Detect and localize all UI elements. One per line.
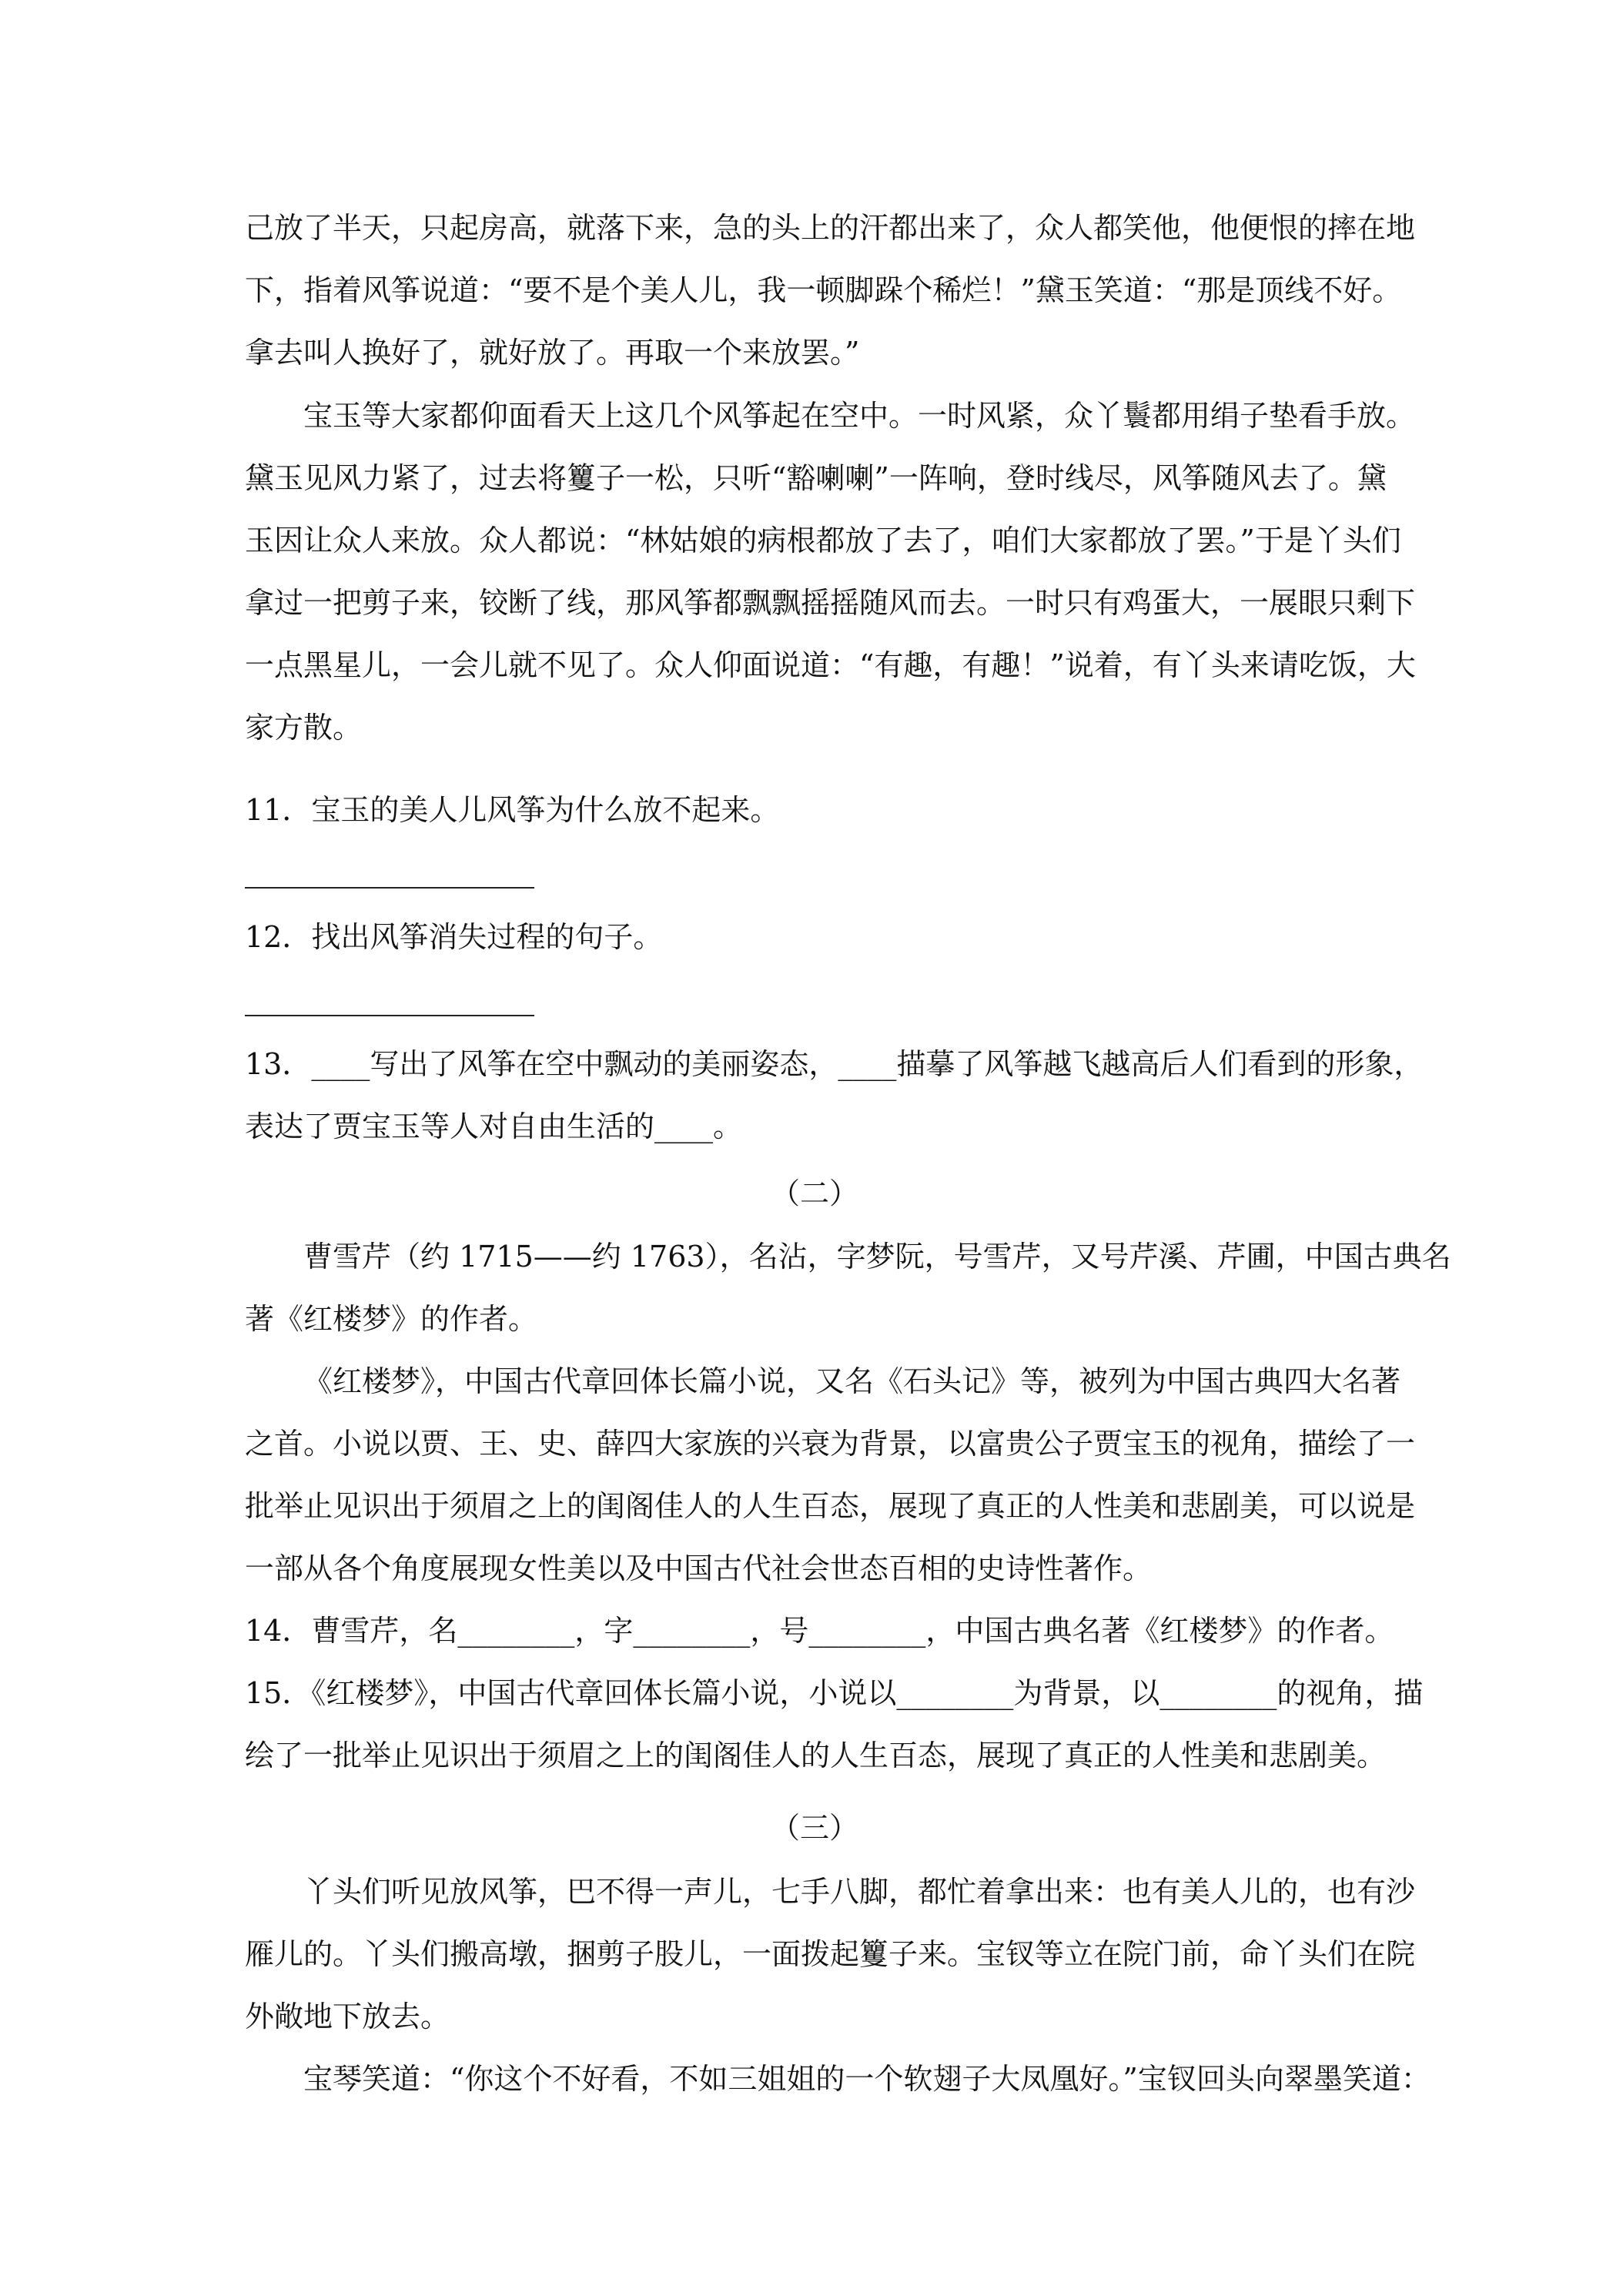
passage-line: 批举止见识出于须眉之上的闺阁佳人的人生百态，展现了真正的人性美和悲剧美，可以说是 xyxy=(245,1489,1416,1523)
passage-line: 一点黑星儿，一会儿就不见了。众人仰面说道：“有趣，有趣！”说着，有丫头来请吃饭，大 xyxy=(245,648,1416,682)
passage-line: 著《红楼梦》的作者。 xyxy=(245,1302,538,1336)
question-12: 12．找出风筝消失过程的句子。 xyxy=(245,920,663,954)
answer-line-q11[interactable] xyxy=(245,887,534,889)
passage-line: 黛玉见风力紧了，过去将籰子一松，只听“豁喇喇”一阵响，登时线尽，风筝随风去了。黛 xyxy=(245,461,1387,495)
section-heading-two: （二） xyxy=(770,1176,858,1210)
passage-line: 下，指着风筝说道：“要不是个美人儿，我一顿脚跺个稀烂！”黛玉笑道：“那是顶线不好。 xyxy=(245,273,1402,307)
passage-line: 丫头们听见放风筝，巴不得一声儿，七手八脚，都忙着拿出来：也有美人儿的，也有沙 xyxy=(303,1875,1416,1909)
question-13-line-2: 表达了贾宝玉等人对自由生活的____。 xyxy=(245,1110,743,1143)
section-heading-three: （三） xyxy=(770,1811,858,1845)
answer-line-q12[interactable] xyxy=(245,1015,534,1016)
passage-line: 宝琴笑道：“你这个不好看，不如三姐姐的一个软翅子大凤凰好。”宝钗回头向翠墨笑道： xyxy=(303,2062,1431,2096)
passage-line: 拿过一把剪子来，铰断了线，那风筝都飘飘摇摇随风而去。一时只有鸡蛋大，一展眼只剩下 xyxy=(245,586,1416,620)
passage-line: 曹雪芹（约 1715——约 1763），名沾，字梦阮，号雪芹，又号芹溪、芹圃，中国古典名 xyxy=(303,1240,1451,1274)
passage-line: 己放了半天，只起房高，就落下来，急的头上的汗都出来了，众人都笑他，他便恨的摔在地 xyxy=(245,211,1416,245)
question-15-line-2: 绘了一批举止见识出于须眉之上的闺阁佳人的人生百态，展现了真正的人性美和悲剧美。 xyxy=(245,1739,1387,1772)
question-14: 14．曹雪芹，名________，字________，号________，中国古典名著《红楼梦》的作者。 xyxy=(245,1614,1394,1648)
question-13-line-1: 13．____写出了风筝在空中飘动的美丽姿态，____描摹了风筝越飞越高后人们看到的形象， xyxy=(245,1047,1424,1081)
passage-line: 玉因让众人来放。众人都说：“林姑娘的病根都放了去了，咱们大家都放了罢。”于是丫头们 xyxy=(245,524,1401,557)
passage-line: 拿去叫人换好了，就好放了。再取一个来放罢。” xyxy=(245,336,860,370)
passage-line: 家方散。 xyxy=(245,711,363,745)
passage-line: 之首。小说以贾、王、史、薛四大家族的兴衰为背景，以富贵公子贾宝玉的视角，描绘了一 xyxy=(245,1427,1416,1461)
passage-line: 宝玉等大家都仰面看天上这几个风筝起在空中。一时风紧，众丫鬟都用绢子垫看手放。 xyxy=(303,399,1416,433)
question-11: 11．宝玉的美人儿风筝为什么放不起来。 xyxy=(245,793,780,827)
passage-line: 一部从各个角度展现女性美以及中国古代社会世态百相的史诗性著作。 xyxy=(245,1551,1153,1585)
passage-line: 外敞地下放去。 xyxy=(245,2000,450,2033)
passage-line: 《红楼梦》，中国古代章回体长篇小说，又名《石头记》等，被列为中国古典四大名著 xyxy=(303,1364,1401,1398)
passage-line: 雁儿的。丫头们搬高墩，捆剪子股儿，一面拨起籰子来。宝钗等立在院门前，命丫头们在院 xyxy=(245,1937,1416,1971)
question-15-line-1: 15．《红楼梦》，中国古代章回体长篇小说，小说以________为背景，以________的视角，描 xyxy=(245,1676,1424,1710)
